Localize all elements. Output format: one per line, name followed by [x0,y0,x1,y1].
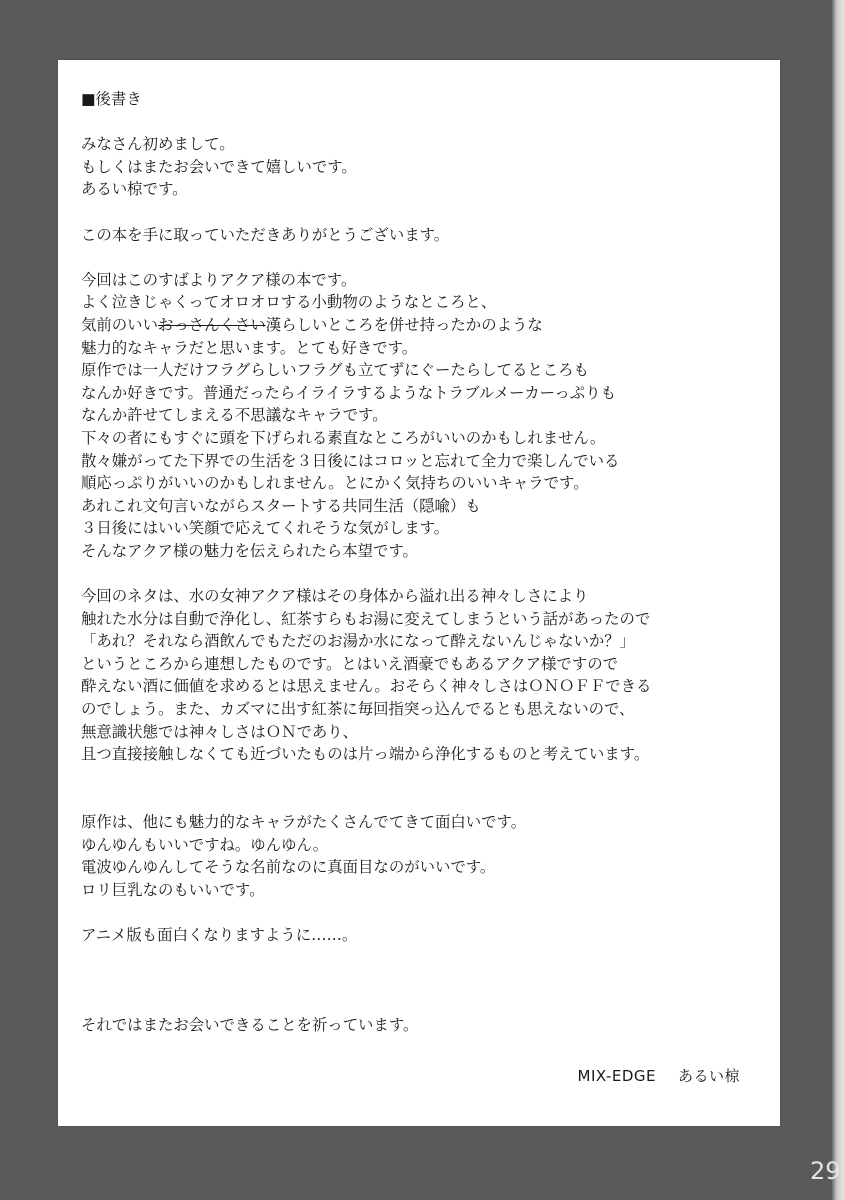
paragraph-line: 且つ直接接触しなくても近づいたものは片っ端から浄化するものと考えています。 [81,745,650,764]
greeting-line: みなさん初めまして。 [81,135,235,154]
paragraph-line: なんか好きです。普通だったらイライラするようなトラブルメーカーっぷりも [81,383,616,402]
author-name: あるい椋 [677,1067,740,1085]
paragraph-line: 電波ゆんゆんしてそうな名前なのに真面目なのがいいです。 [81,858,496,877]
spacer [81,562,777,585]
paragraph-line: 散々嫌がってた下界での生活を３日後にはコロッと忘れて全力で楽しんでいる [81,451,620,470]
struck-text: おっさんくさい [157,315,266,334]
paragraph-line: というところから連想したものです。とはいえ酒豪でもあるアクア様ですので [81,654,618,673]
afterword-text [81,88,777,1037]
paragraph-line-strike [81,314,777,337]
paper-edge [832,0,844,1200]
signature [578,1065,740,1086]
spacer [81,246,777,269]
paragraph-line: 今回はこのすばよりアクア様の本です。 [81,270,357,289]
thanks-line: この本を手に取っていただきありがとうございます。 [81,225,450,244]
afterword-heading: ■後書き [81,90,142,108]
paragraph-line: 順応っぷりがいいのかもしれません。とにかく気持ちのいいキャラです。 [81,474,589,493]
greeting-line: もしくはまたお会いできて嬉しいです。 [81,157,357,176]
paragraph-line: 原作は、他にも魅力的なキャラがたくさんでてきて面白いです。 [81,813,527,831]
paragraph-line: よく泣きじゃくってオロオロする小動物のようなところと、 [81,293,497,312]
afterword-page [58,60,780,1126]
circle-name: MIX-EDGE [577,1067,656,1085]
paragraph-line: 魅力的なキャラだと思います。とても好きです。 [81,338,418,357]
paragraph-line: 下々の者にもすぐに頭を下げられる素直なところがいいのかもしれません。 [81,428,606,447]
greeting-line: あるい椋です。 [81,180,188,199]
text-fragment: 気前のいい [81,315,158,334]
paragraph-line: なんか許せてしまえる不思議なキャラです。 [81,406,388,425]
text-fragment: 漢らしいところを併せ持ったかのような [265,315,543,334]
spacer [81,766,777,811]
spacer [81,947,777,1015]
paragraph-line: 今回のネタは、水の女神アクア様はその身体から溢れ出る神々しさにより [81,587,589,606]
paragraph-line: ３日後にはいい笑顔で応えてくれそうな気がします。 [81,519,450,538]
paragraph-line: 触れた水分は自動で浄化し、紅茶すらもお湯に変えてしまうという話があったので [81,609,651,628]
closing-line: それではまたお会いできることを祈っています。 [81,1016,419,1035]
page-number: 29 [810,1157,841,1185]
paragraph-line: のでしょう。また、カズマに出す紅茶に毎回指突っ込んでるとも思えないので、 [81,700,635,719]
paragraph-line: 原作では一人だけフラグらしいフラグも立てずにぐーたらしてるところも [81,361,589,380]
paragraph-line: 「あれ？それなら酒飲んでもただのお湯か水になって酔えないんじゃないか？」 [81,632,636,651]
paragraph-line: 酔えない酒に価値を求めるとは思えません。おそらく神々しさはＯＮＯＦＦできる [81,677,652,696]
paragraph-line: ロリ巨乳なのもいいです。 [81,880,265,899]
spacer [81,111,777,134]
paragraph-line: そんなアクア様の魅力を伝えられたら本望です。 [81,541,418,560]
anime-line: アニメ版も面白くなりますように……。 [81,925,358,944]
spacer [81,901,777,924]
paragraph-line: ゆんゆんもいいですね。ゆんゆん。 [81,835,329,854]
paragraph-line: 無意識状態では神々しさはＯＮであり、 [81,722,359,741]
spacer [81,201,777,224]
paragraph-line: あれこれ文句言いながらスタートする共同生活（隠喩）も [81,496,481,515]
